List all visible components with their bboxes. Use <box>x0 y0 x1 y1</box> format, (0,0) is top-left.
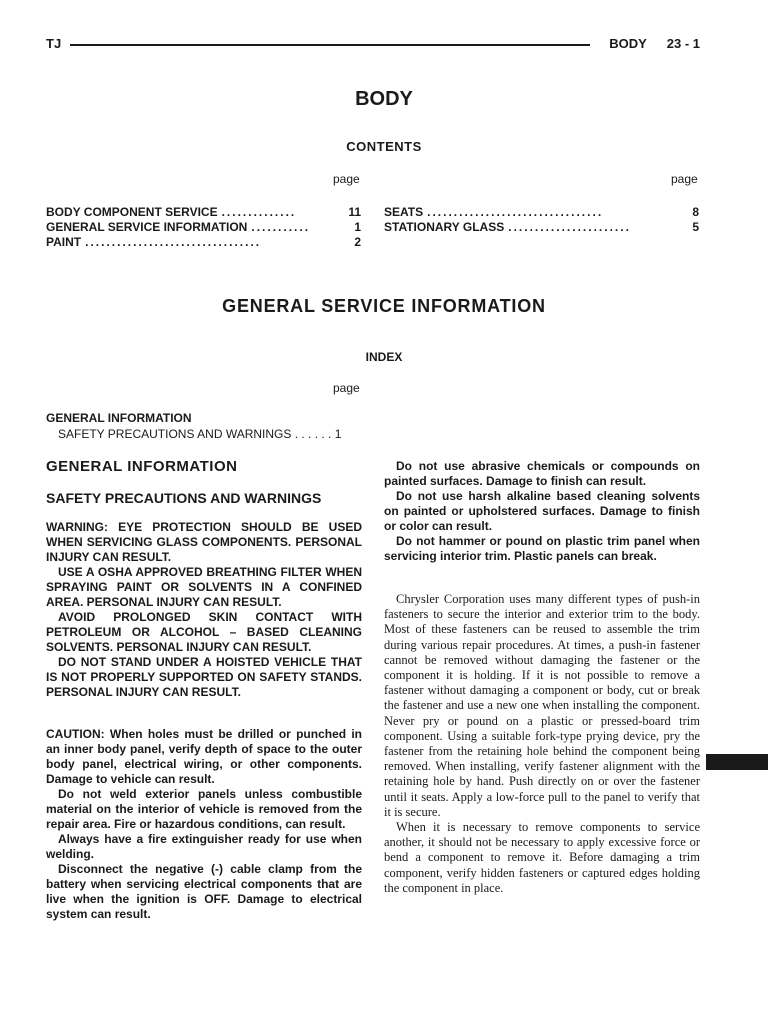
page-title: BODY <box>355 88 413 110</box>
caution-paragraph: Disconnect the negative (-) cable clamp from the battery when servicing electrical components that are live when the ignition is OFF. Damage to electrical system can result. <box>46 862 362 921</box>
toc-item-page: 11 <box>348 205 361 219</box>
caution-paragraph: CAUTION: When holes must be drilled or punched in an inner body panel, verify depth of space to the outer body panel, electrical wiring, or other components. Damage to vehicle can result. <box>46 727 362 786</box>
section-thumb-tab <box>706 754 768 770</box>
page-header <box>46 36 700 54</box>
toc-leader: .............. <box>221 205 297 219</box>
contents-list-left <box>46 205 361 250</box>
toc-item-label: BODY COMPONENT SERVICE <box>46 205 218 219</box>
contents-heading: CONTENTS <box>346 139 422 154</box>
general-info-heading: GENERAL INFORMATION <box>46 458 238 475</box>
toc-item-page: 5 <box>692 220 699 234</box>
contents-page-label-right: page <box>671 172 698 186</box>
body-text-block <box>384 592 700 896</box>
toc-item[interactable] <box>46 220 361 235</box>
warning-paragraph: WARNING: EYE PROTECTION SHOULD BE USED WHEN SERVICING GLASS COMPONENTS. PERSONAL INJURY CAN RESULT. <box>46 520 362 564</box>
header-right <box>609 36 700 51</box>
right-cautions-block <box>384 459 700 564</box>
index-group: GENERAL INFORMATION <box>46 411 192 425</box>
body-paragraph: Chrysler Corporation uses many different types of push-in fasteners to secure the interior and exterior trim to the body. Most of these fasteners can be reused to assemble the trim during various repair procedures. At times, a push-in fastener cannot be removed without damaging the fastener or the component it is holding. If it is not possible to remove a fastener without damaging a component or body, cut or break the fastener and use a new one when installing the component. Never pry or pound on a plastic or pressed-board trim component. Using a suitable fork-type prying device, pry the fastener from the retaining hole behind the component being removed. When installing, verify fastener alignment with the retaining hole by hand. Push directly on or over the fastener until it seats. Apply a low-force pull to the panel to verify that it is secure. <box>384 592 700 819</box>
warnings-block <box>46 520 362 700</box>
contents-page-label-left: page <box>333 172 360 186</box>
toc-item-label: SEATS <box>384 205 424 219</box>
toc-item[interactable] <box>46 205 361 220</box>
caution-paragraph: Do not use harsh alkaline based cleaning solvents on painted or upholstered surfaces. Damage to finish or color can result. <box>384 489 700 533</box>
contents-list-right <box>384 205 699 235</box>
toc-item-page: 1 <box>354 220 361 234</box>
index-list <box>46 410 341 442</box>
index-heading: INDEX <box>365 350 403 364</box>
toc-leader: ................................. <box>427 205 604 219</box>
caution-paragraph: Do not use abrasive chemicals or compounds on painted surfaces. Damage to finish can result. <box>384 459 700 488</box>
body-paragraph: When it is necessary to remove components to service another, it should not be necessary to apply excessive force or bend a component to remove it. Before damaging a trim component, verify hidden fasteners or captured edges holding the component in place. <box>384 820 700 895</box>
safety-subheading: SAFETY PRECAUTIONS AND WARNINGS <box>46 490 322 506</box>
index-entry[interactable]: SAFETY PRECAUTIONS AND WARNINGS . . . . . . 1 <box>58 427 342 441</box>
toc-leader: ................................. <box>85 235 262 249</box>
index-page-label: page <box>333 381 360 395</box>
toc-leader: ........... <box>251 220 311 234</box>
caution-paragraph: Do not hammer or pound on plastic trim panel when servicing interior trim. Plastic panels can break. <box>384 534 700 563</box>
toc-item-label: STATIONARY GLASS <box>384 220 505 234</box>
toc-leader: ....................... <box>508 220 631 234</box>
toc-item-label: GENERAL SERVICE INFORMATION <box>46 220 248 234</box>
toc-item-page: 8 <box>692 205 699 219</box>
warning-paragraph: AVOID PROLONGED SKIN CONTACT WITH PETROLEUM OR ALCOHOL – BASED CLEANING SOLVENTS. PERSONAL INJURY CAN RESULT. <box>46 610 362 654</box>
header-section: BODY <box>609 36 647 51</box>
header-page-number: 23 - 1 <box>666 36 700 51</box>
toc-item[interactable] <box>46 235 361 250</box>
header-rule <box>70 44 590 46</box>
caution-paragraph: Always have a fire extinguisher ready for use when welding. <box>46 832 362 861</box>
toc-item[interactable] <box>384 205 699 220</box>
toc-item[interactable] <box>384 220 699 235</box>
section-title: GENERAL SERVICE INFORMATION <box>222 296 546 316</box>
caution-paragraph: Do not weld exterior panels unless combustible material on the interior of vehicle is removed from the repair area. Fire or hazardous conditions, can result. <box>46 787 362 831</box>
toc-item-label: PAINT <box>46 235 82 249</box>
header-model: TJ <box>46 36 62 51</box>
warning-paragraph: USE A OSHA APPROVED BREATHING FILTER WHEN SPRAYING PAINT OR SOLVENTS IN A CONFINED AREA. PERSONAL INJURY CAN RESULT. <box>46 565 362 609</box>
cautions-block <box>46 727 362 922</box>
toc-item-page: 2 <box>354 235 361 249</box>
warning-paragraph: DO NOT STAND UNDER A HOISTED VEHICLE THAT IS NOT PROPERLY SUPPORTED ON SAFETY STANDS. PERSONAL INJURY CAN RESULT. <box>46 655 362 699</box>
